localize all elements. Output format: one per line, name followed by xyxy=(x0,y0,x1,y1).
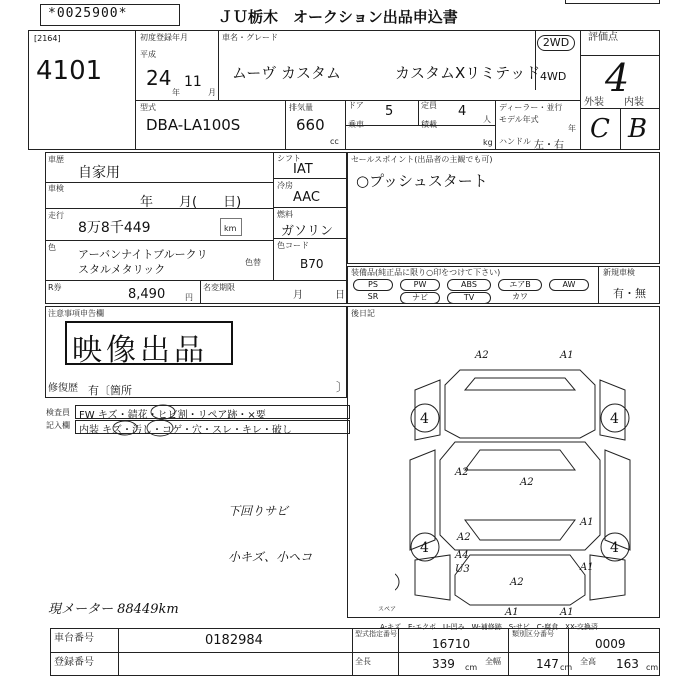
equip-pw: PW xyxy=(400,279,440,291)
equip-sr: SR xyxy=(367,292,379,301)
inspector-fw: FW キズ・錆花・ヒビ割・リペア跡・×要 xyxy=(79,410,266,421)
usage: 自家用 xyxy=(78,165,120,181)
inspector-interior: 内装 キズ・汚し・コゲ・穴・スレ・キレ・破し xyxy=(79,425,292,436)
fuel: ガソリン xyxy=(281,224,334,239)
registration-label: 初度登録年月 xyxy=(140,33,188,42)
exterior-grade: C xyxy=(590,114,610,144)
aircon: AAC xyxy=(293,190,320,205)
form-number: 16710 xyxy=(432,637,471,651)
interior-grade: B xyxy=(628,114,648,144)
class-number: 0009 xyxy=(595,637,626,651)
equip-aw: AW xyxy=(549,279,589,291)
equip-leather: カワ xyxy=(512,292,528,301)
car-diagram xyxy=(395,350,645,620)
stamp-text: 映像出品 xyxy=(72,333,208,368)
damage-mark: U3 xyxy=(455,564,470,575)
mileage: 8万8千449 xyxy=(78,220,151,236)
damage-mark: A2 xyxy=(510,577,524,588)
auction-sheet: *0025900* ＪＵ栃木 オークション出品申込書 [2164] 4101 初度登録年月 平成 24 年 11 月 車名・グレード ムーヴ カスタム カスタムXリミテッド 2WD 4WD 評価点 4 型式 DBA-LA100S 排気量 660 cc ドア 5 定員 4 人 乗車 積載 kg ディーラー・並行 モデル年式 年 ハンドル 左・右 外装 内装 C B 車歴 自家用 車検 年 月( 日) 走行 8万8千449 km シフト IAT 冷房 AAC 燃料 ガソリン 色 アーバンナイトブルークリ スタルメタリック 色替 色コード B70 R券 8,490 円 名変期限 月 日 注意事項申告欄 映像出品 修復歴 有〔箇所 〕 検査員 記入欄 FW キズ・錆花・ヒビ割・リペア跡・×要 内装 キズ・汚し・コゲ・穴・スレ・キレ・破し 下回りサビ 小キズ、小ヘコ 現メーター 88449km セールスポイント(出品者の主観でも可) ○プッシュスタート 装備品(純正品に限り○印をつけて下さい) 新規車検 有・無 PS PW ABS エアB AW SR ナビ TV カワ 後日記 A2 A1 A2 A2 A1 A2 A4 U3 A1 A1 A1 A2 4 4 4 4 スペア A-キズ E-エクボ U-凹み W-補修跡 S-サビ C-腐食 XX-交換済 車台番号 0182984 登録番号 型式指定番号 16710 類別区分番号 0009 全長 339 cm 全幅 147 cm 全高 163 cm xyxy=(0,0,700,700)
handwritten-meter: 現メーター 88449km xyxy=(48,602,179,617)
spare-label: スペア xyxy=(378,606,397,613)
damage-mark: A2 xyxy=(475,350,489,361)
hand-circles xyxy=(105,402,195,442)
grade-score: 4 xyxy=(605,56,630,100)
width: 147 xyxy=(536,657,559,671)
damage-mark: A1 xyxy=(560,350,574,361)
damage-mark: A2 xyxy=(520,477,534,488)
damage-mark: A4 xyxy=(455,550,469,561)
damage-mark: A1 xyxy=(505,607,519,618)
handle-side: 左・右 xyxy=(534,140,564,151)
model-name: ムーヴ カスタム xyxy=(232,64,342,82)
selling-points-block xyxy=(347,152,660,264)
recycle-fee: 8,490 xyxy=(128,287,166,302)
height: 163 xyxy=(616,657,639,671)
drive-2wd: 2WD xyxy=(537,35,575,51)
chassis-number: 0182984 xyxy=(205,633,263,648)
color-line1: アーバンナイトブルークリ xyxy=(78,248,208,261)
handwritten-note-1: 下回りサビ xyxy=(228,504,289,518)
registration-era: 平成 xyxy=(140,50,156,59)
equip-ps: PS xyxy=(353,279,393,291)
color-code: B70 xyxy=(300,257,324,271)
damage-mark: A1 xyxy=(580,517,594,528)
damage-mark: A2 xyxy=(455,467,469,478)
tire-mark: 4 xyxy=(420,540,429,556)
selling-point-1: ○プッシュスタート xyxy=(356,172,488,190)
displacement: 660 xyxy=(296,116,325,134)
equip-tv: TV xyxy=(447,292,491,304)
tire-mark: 4 xyxy=(420,411,429,427)
damage-mark: A1 xyxy=(580,562,594,573)
tire-mark: 4 xyxy=(610,411,619,427)
equip-airbag: エアB xyxy=(498,279,542,291)
model-type: DBA-LA100S xyxy=(146,116,241,134)
registration-year: 24 xyxy=(146,66,172,90)
color-line2: スタルメタリック xyxy=(78,263,166,276)
shift: IAT xyxy=(293,162,313,177)
capacity: 4 xyxy=(458,104,467,119)
damage-mark: A1 xyxy=(560,607,574,618)
handwritten-note-2: 小キズ、小ヘコ xyxy=(228,550,313,564)
corner-box xyxy=(565,0,660,4)
new-inspection: 有・無 xyxy=(613,287,646,300)
damage-legend: A-キズ E-エクボ U-凹み W-補修跡 S-サビ C-腐食 XX-交換済 xyxy=(380,623,598,631)
serial-number: *0025900* xyxy=(48,6,128,21)
inspection-date: 年 月( 日) xyxy=(140,195,242,210)
length: 339 xyxy=(432,657,455,671)
lot-number: 4101 xyxy=(36,56,103,86)
model-grade: カスタムXリミテッド xyxy=(395,64,541,82)
registration-month: 11 xyxy=(184,74,202,90)
model-label: 車名・グレード xyxy=(222,33,278,42)
doors: 5 xyxy=(385,104,394,119)
form-title: ＪＵ栃木 オークション出品申込書 xyxy=(218,8,458,26)
lot-code: [2164] xyxy=(34,34,61,43)
drive-4wd: 4WD xyxy=(540,70,567,83)
damage-mark: A2 xyxy=(457,532,471,543)
equip-navi: ナビ xyxy=(400,292,440,304)
grade-label: 評価点 xyxy=(588,32,618,43)
tire-mark: 4 xyxy=(610,540,619,556)
repair-history: 有〔箇所 xyxy=(88,384,132,397)
equip-abs: ABS xyxy=(447,279,491,291)
